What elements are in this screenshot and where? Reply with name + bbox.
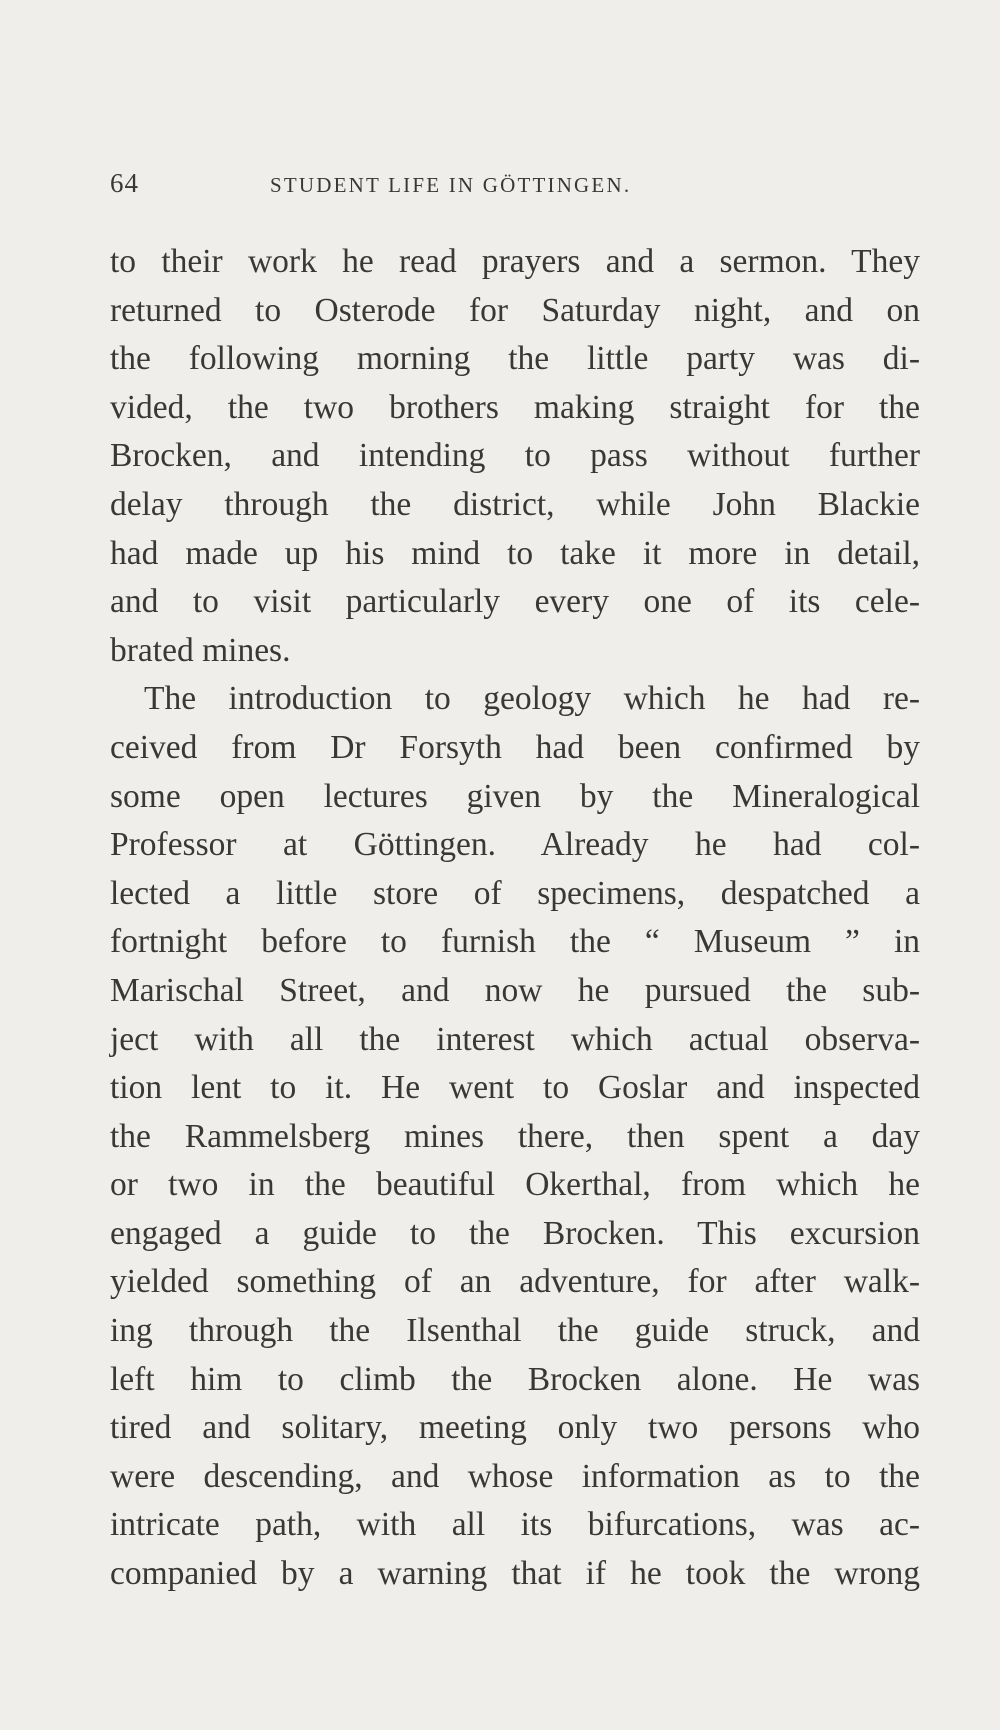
text-line: delay through the district, while John Blackie [110,485,920,523]
text-line: ject with all the interest which actual observa- [110,1020,920,1058]
text-line: tired and solitary, meeting only two persons who [110,1409,920,1447]
text-line: some open lectures given by the Mineralogical [110,777,920,815]
text-line: tion lent to it. He went to Goslar and inspected [110,1069,920,1107]
text-line: Brocken, and intending to pass without further [110,437,920,475]
text-line: yielded something of an adventure, for after walk- [110,1263,920,1301]
paragraph-start-line: The introduction to geology which he had re- [144,680,920,718]
body-text [110,238,920,1599]
text-line: Marischal Street, and now he pursued the sub- [110,971,920,1009]
text-line: vided, the two brothers making straight for the [110,388,920,426]
running-head: STUDENT LIFE IN GÖTTINGEN. [270,173,632,197]
text-line: lected a little store of specimens, despatched a [110,874,920,912]
text-line: companied by a warning that if he took the wrong [110,1555,920,1593]
text-line: to their work he read prayers and a sermon. They [110,243,920,280]
text-line: Professor at Göttingen. Already he had col- [110,826,920,864]
text-line: intricate path, with all its bifurcations, was ac- [110,1506,920,1544]
text-line: were descending, and whose information as to the [110,1457,920,1495]
text-line: ing through the Ilsenthal the guide struck, and [110,1312,920,1350]
text-line: or two in the beautiful Okerthal, from which he [110,1166,920,1204]
text-line: and to visit particularly every one of its cele- [110,583,920,621]
text-line: brated mines. [110,631,291,669]
page-number: 64 [110,168,139,198]
page-header [110,168,920,208]
text-line: ceived from Dr Forsyth had been confirmed by [110,728,920,766]
text-line: had made up his mind to take it more in detail, [110,534,920,572]
text-line: fortnight before to furnish the “ Museum ” in [110,923,920,961]
text-line: engaged a guide to the Brocken. This excursion [110,1214,920,1252]
text-line: the Rammelsberg mines there, then spent a day [110,1117,920,1155]
text-line: returned to Osterode for Saturday night, and on [110,291,920,329]
text-line: the following morning the little party was di- [110,340,920,378]
text-line: left him to climb the Brocken alone. He was [110,1360,920,1398]
